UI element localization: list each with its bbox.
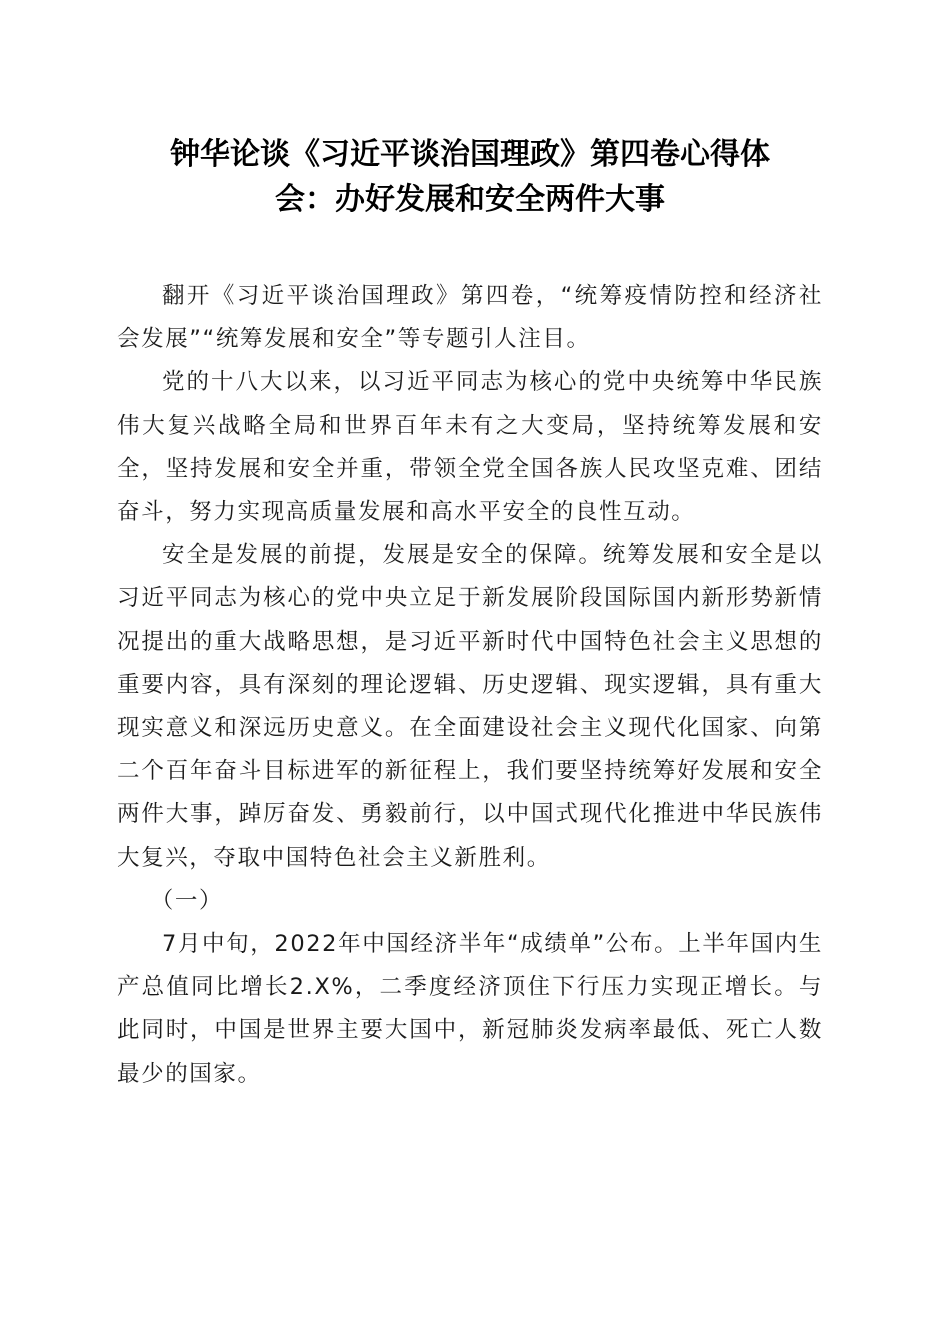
paragraph-economy-2022: 7月中旬，2022年中国经济半年“成绩单”公布。上半年国内生产总值同比增长2.X%，二季度经济顶住下行压力实现正增长。与此同时，中国是世界主要大国中，新冠肺炎发病率最低、死亡人数最少的国家。 [117, 931, 823, 1087]
paragraph-since-18th-congress: 党的十八大以来，以习近平同志为核心的党中央统筹中华民族伟大复兴战略全局和世界百年未有之大变局，坚持统筹发展和安全，坚持发展和安全并重，带领全党全国各族人民攻坚克难、团结奋斗，努力实现高质量发展和高水平安全的良性互动。 [117, 369, 823, 526]
document-body [117, 275, 823, 1096]
document-title [113, 132, 827, 222]
paragraph-security-development: 安全是发展的前提，发展是安全的保障。统筹发展和安全是以习近平同志为核心的党中央立足于新发展阶段国际国内新形势新情况提出的重大战略思想，是习近平新时代中国特色社会主义思想的重要内容，具有深刻的理论逻辑、历史逻辑、现实逻辑，具有重大现实意义和深远历史意义。在全面建设社会主义现代化国家、向第二个百年奋斗目标进军的新征程上，我们要坚持统筹好发展和安全两件大事，踔厉奋发、勇毅前行，以中国式现代化推进中华民族伟大复兴，夺取中国特色社会主义新胜利。 [117, 542, 823, 871]
title-line-2: 会：办好发展和安全两件大事 [275, 182, 665, 217]
document-page [117, 132, 823, 1096]
title-line-1: 钟华论谈《习近平谈治国理政》第四卷心得体 [170, 137, 770, 172]
paragraph-intro: 翻开《习近平谈治国理政》第四卷，“统筹疫情防控和经济社会发展”“统筹发展和安全”等专题引人注目。 [117, 283, 823, 353]
section-heading-one: （一） [150, 887, 224, 914]
